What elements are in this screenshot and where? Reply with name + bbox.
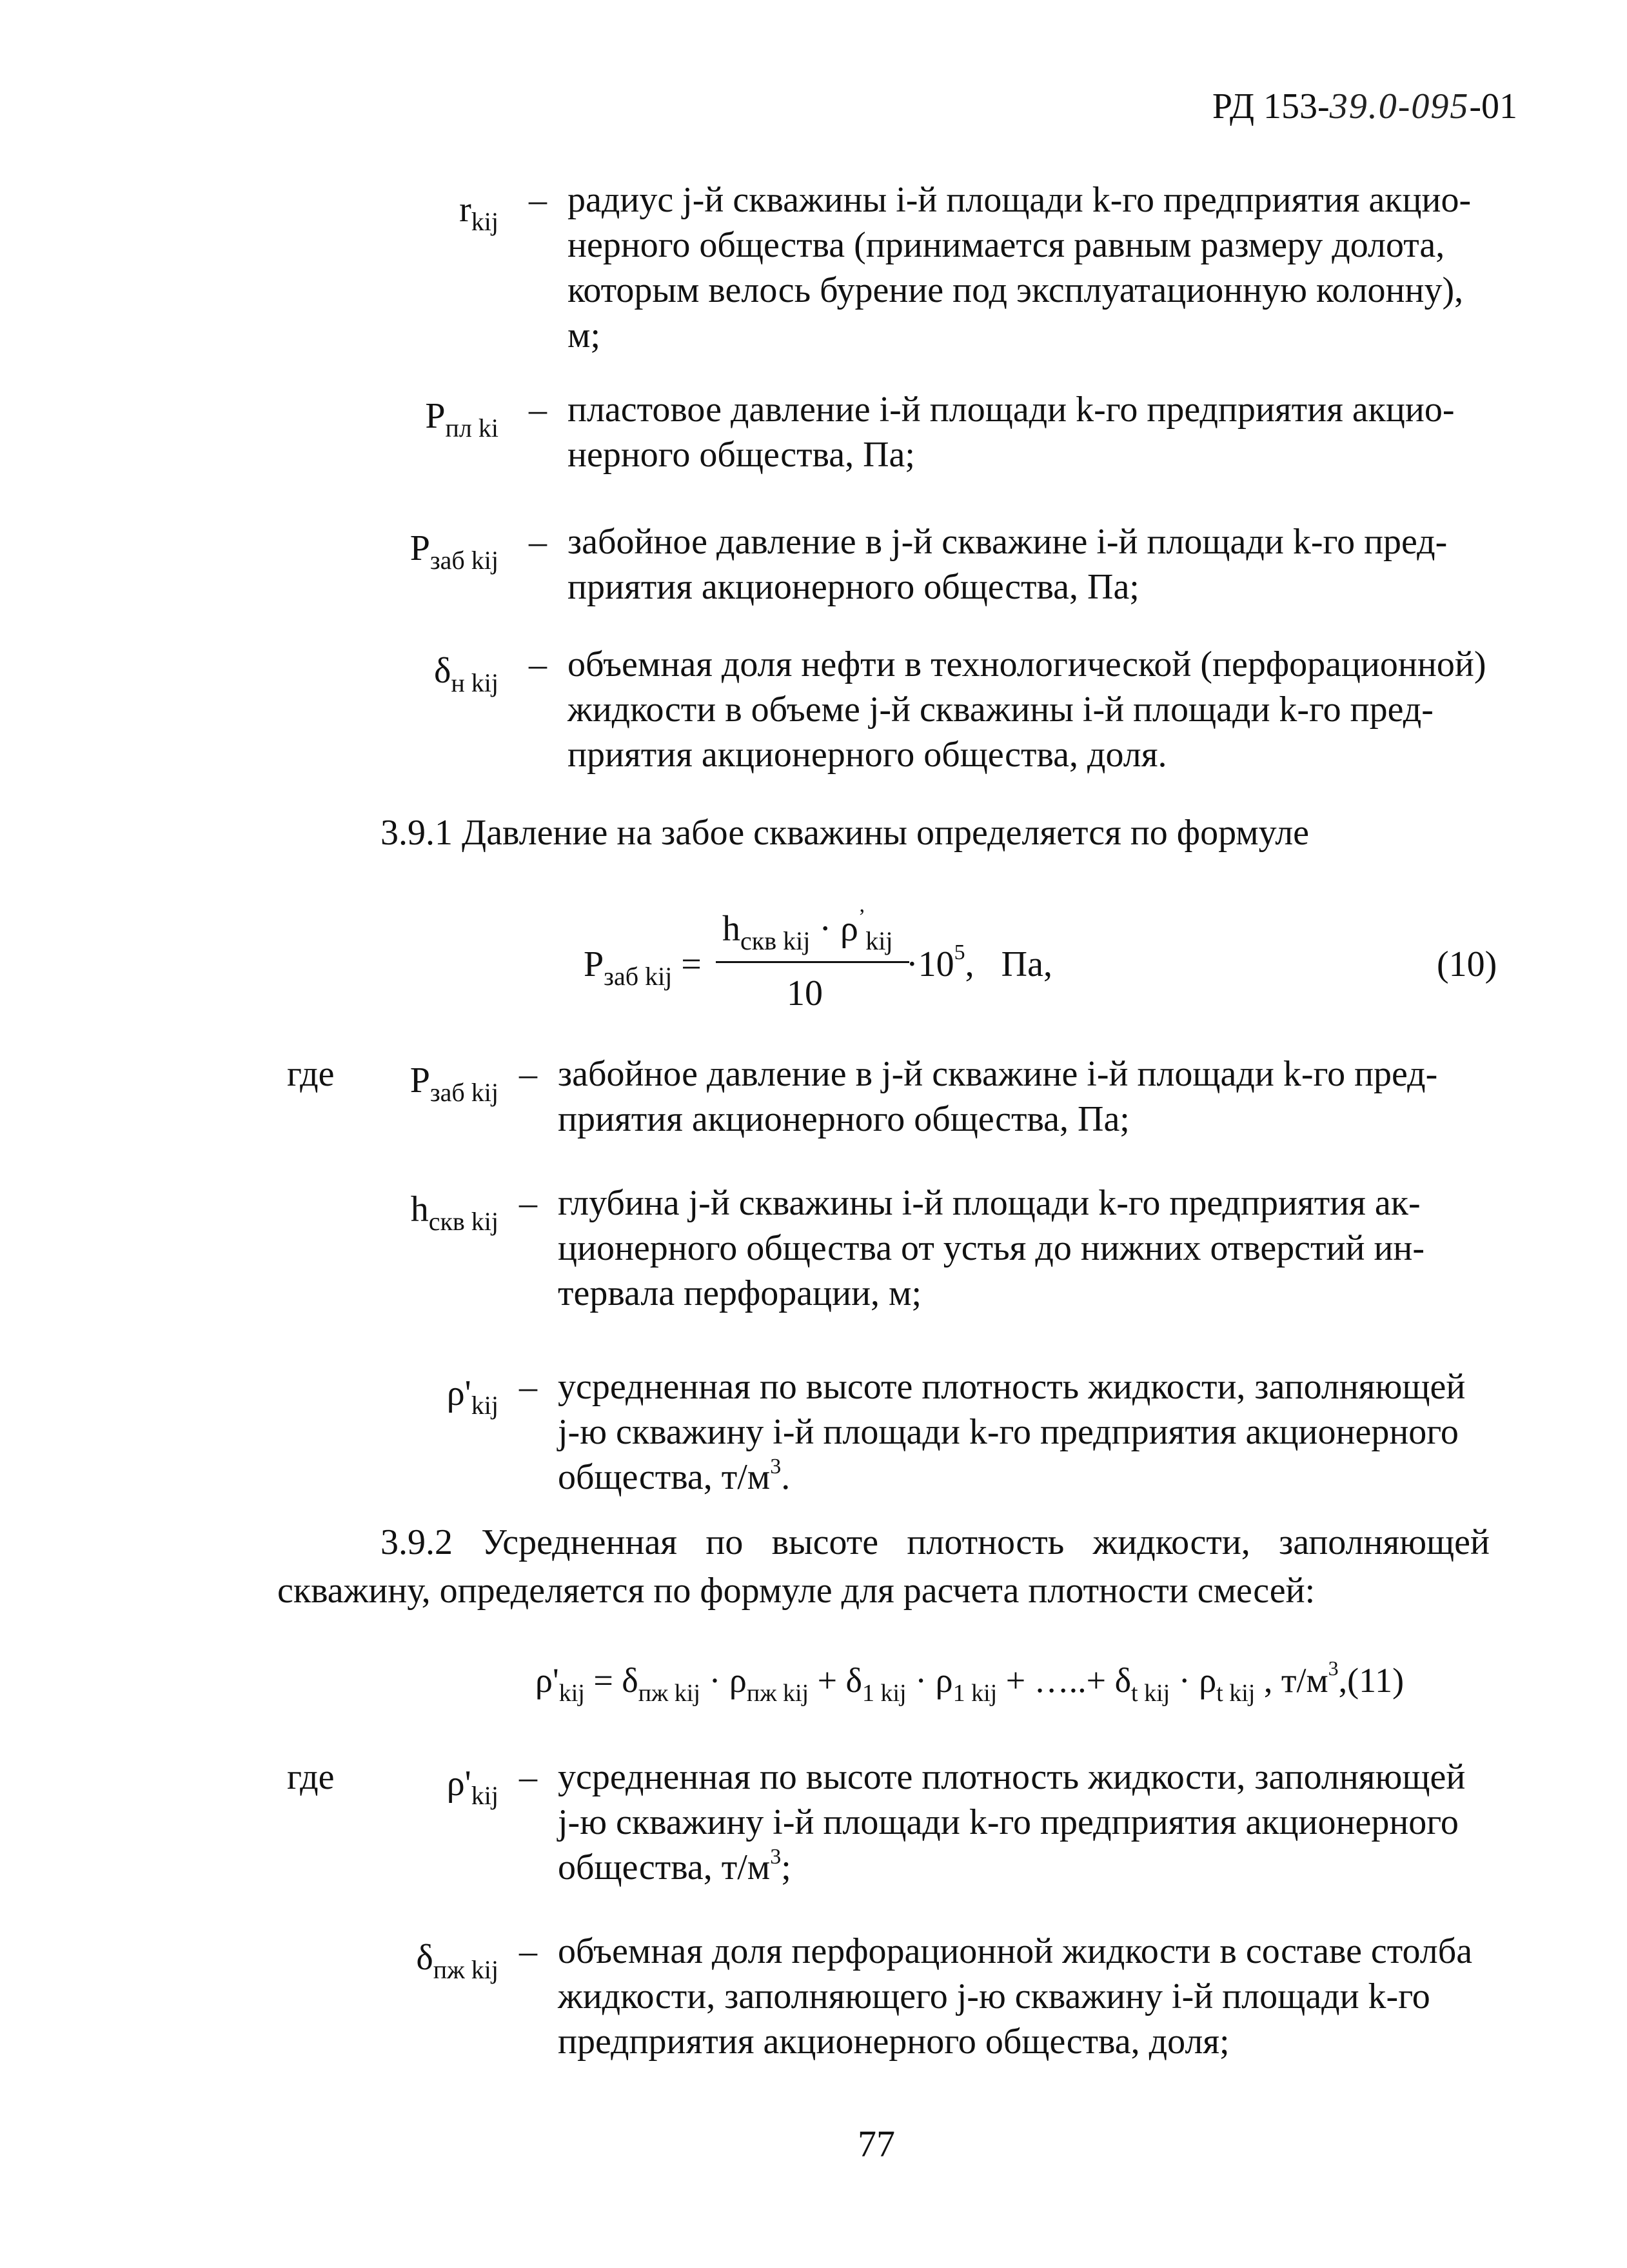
definition-r-kij [567,177,1522,358]
formula-symbol: · ρ [1170,1661,1217,1700]
definition-line: тервала перфорации, м; [558,1273,922,1313]
symbol-main: P [425,396,446,436]
definition-line: приятия акционерного общества, Па; [558,1099,1130,1139]
fraction-bar [716,961,909,963]
formula-symbol: + δ [809,1661,862,1700]
formula-subscript: пж kij [638,1680,700,1707]
formula-10-multiplier [906,942,1052,987]
definition-dash: – [529,522,547,562]
definition-line [558,1845,1525,1890]
symbol-subscript: пл ki [445,413,498,443]
formula-10-numerator [722,906,892,964]
definition-text: общества, т/м [558,1847,771,1887]
definition-dash: – [519,1054,537,1094]
formula-symbol: · ρ [700,1661,747,1700]
formula-unit: , Па, [965,944,1052,984]
symbol-p-pl-ki [425,393,498,451]
symbol-subscript: скв kij [428,1207,498,1236]
definition-line: жидкости, заполняющего j-ю скважину i-й площади k-го [558,1976,1430,2016]
definition-dash: – [519,1183,537,1223]
where-label: где [287,1054,335,1094]
formula-symbol: = δ [584,1661,638,1700]
definition-dash: – [519,1931,537,1971]
formula-10-number: (10) [1437,944,1497,984]
unit-exponent: 3 [770,1845,782,1869]
formula-10-lhs [584,942,702,999]
definition-line: приятия акционерного общества, Па; [567,567,1139,607]
definition-line: пластовое давление i-й площади k-го предприятия акцио- [567,390,1455,430]
definition-line: нерного общества (принимается равным размеру долота, [567,225,1445,265]
definition-line: усредненная по высоте плотность жидкости, заполняющей [558,1367,1466,1407]
symbol-delta-pzh-kij [416,1935,498,1993]
definition-line: j-ю скважину i-й площади k-го предприятия акционерного [558,1412,1459,1452]
definition-line: радиус j-й скважины i-й площади k-го предприятия акцио- [567,180,1472,220]
definition-line: которым велось бурение под эксплуатационную колонну), [567,270,1464,310]
definition-rho-prime-kij-2 [558,1755,1525,1890]
unit-exponent: 3 [770,1455,782,1478]
symbol-rho-prime-kij [447,1371,498,1428]
definition-line: приятия акционерного общества, доля. [567,735,1167,775]
definition-line: м; [567,315,600,355]
definition-line: объемная доля перфорационной жидкости в составе столба [558,1931,1473,1971]
formula-subscript: заб kij [604,962,673,991]
definition-rho-prime-kij [558,1364,1525,1500]
formula-number: ,(11) [1338,1661,1405,1700]
symbol-subscript: заб kij [429,1078,498,1107]
formula-subscript: пж kij [746,1680,809,1707]
page-number: 77 [858,2123,895,2165]
doc-code-handwritten: 39.0-095 [1329,86,1470,126]
formula-symbol: · ρ [810,909,858,949]
definition-line: забойное давление в j-й скважине i-й площади k-го пред- [558,1054,1438,1094]
symbol-main: r [459,190,471,230]
symbol-subscript: пж kij [433,1955,498,1984]
symbol-main: δ [433,651,451,691]
definition-line: ционерного общества от устья до нижних отверстий ин- [558,1228,1425,1268]
doc-code-suffix: -01 [1469,86,1517,126]
formula-symbol: ·10 [906,944,954,984]
symbol-subscript: kij [471,1781,498,1810]
definition-line: предприятия акционерного общества, доля; [558,2022,1230,2062]
formula-equals: = [681,944,702,984]
formula-subscript: скв kij [740,926,811,955]
definition-line: усредненная по высоте плотность жидкости, заполняющей [558,1757,1466,1797]
formula-subscript: t kij [1131,1680,1170,1707]
symbol-main: ρ' [446,1764,471,1804]
definition-line: объемная доля нефти в технологической (перфорационной) [567,644,1486,684]
symbol-r-kij [459,187,498,244]
formula-symbol: P [584,944,604,984]
section-3-9-2-line2: скважину, определяется по формуле для расчета плотности смесей: [277,1571,1316,1611]
symbol-subscript: н kij [451,668,498,697]
definition-dash: – [519,1367,537,1407]
definition-punct: ; [781,1847,791,1887]
symbol-rho-prime-kij-2 [447,1761,498,1818]
symbol-p-zab-kij [410,526,498,583]
formula-subscript: kij [558,1680,585,1707]
definition-delta-pzh-kij [558,1929,1525,2064]
definition-line: нерного общества, Па; [567,435,915,475]
formula-symbol: · ρ [906,1661,953,1700]
document-code [1212,84,1517,129]
definition-dash: – [529,180,547,220]
doc-code-prefix: РД 153- [1212,86,1330,126]
definition-dash: – [519,1757,537,1797]
definition-p-pl-ki [567,387,1522,477]
formula-subscript: kij [865,926,893,955]
formula-symbol: ρ' [535,1661,559,1700]
symbol-subscript: kij [471,207,498,236]
where-label: где [287,1757,335,1797]
symbol-subscript: kij [471,1391,498,1420]
definition-line [558,1455,1525,1500]
section-3-9-2-line1: 3.9.2 Усредненная по высоте плотность жидкости, заполняющей [380,1522,1490,1562]
formula-subscript: t kij [1216,1680,1256,1707]
definition-line: глубина j-й скважины i-й площади k-го предприятия ак- [558,1183,1421,1223]
symbol-h-skv-kij [411,1187,498,1244]
definition-p-zab-kij-2 [558,1051,1525,1142]
formula-prime: ’ [858,905,866,929]
definition-line: j-ю скважину i-й площади k-го предприятия акционерного [558,1802,1459,1842]
definition-dash: – [529,644,547,684]
section-3-9-1: 3.9.1 Давление на забое скважины определяется по формуле [380,813,1310,853]
formula-subscript: 1 kij [862,1680,907,1707]
definition-dash: – [529,390,547,430]
definition-h-skv-kij [558,1180,1525,1316]
definition-line: жидкости в объеме j-й скважины i-й площади k-го пред- [567,690,1434,730]
definition-punct: . [781,1457,791,1497]
formula-symbol: + …..+ δ [997,1661,1132,1700]
symbol-main: h [410,1189,429,1229]
definition-text: общества, т/м [558,1457,771,1497]
symbol-main: ρ' [446,1373,471,1413]
symbol-p-zab-kij-2 [410,1058,498,1115]
formula-10-denominator: 10 [787,973,823,1013]
definition-line: забойное давление в j-й скважине i-й площади k-го пред- [567,522,1448,562]
symbol-main: δ [416,1938,433,1978]
symbol-delta-n-kij [434,648,498,706]
symbol-main: P [409,528,430,568]
formula-symbol: h [722,909,740,949]
definition-delta-n-kij [567,642,1522,777]
formula-unit: , т/м [1255,1661,1328,1700]
formula-exponent: 5 [954,940,965,964]
symbol-main: P [409,1060,430,1100]
formula-exponent: 3 [1328,1656,1339,1680]
symbol-subscript: заб kij [429,546,498,575]
formula-11 [535,1658,1404,1716]
definition-p-zab-kij [567,519,1522,610]
formula-subscript: 1 kij [952,1680,998,1707]
